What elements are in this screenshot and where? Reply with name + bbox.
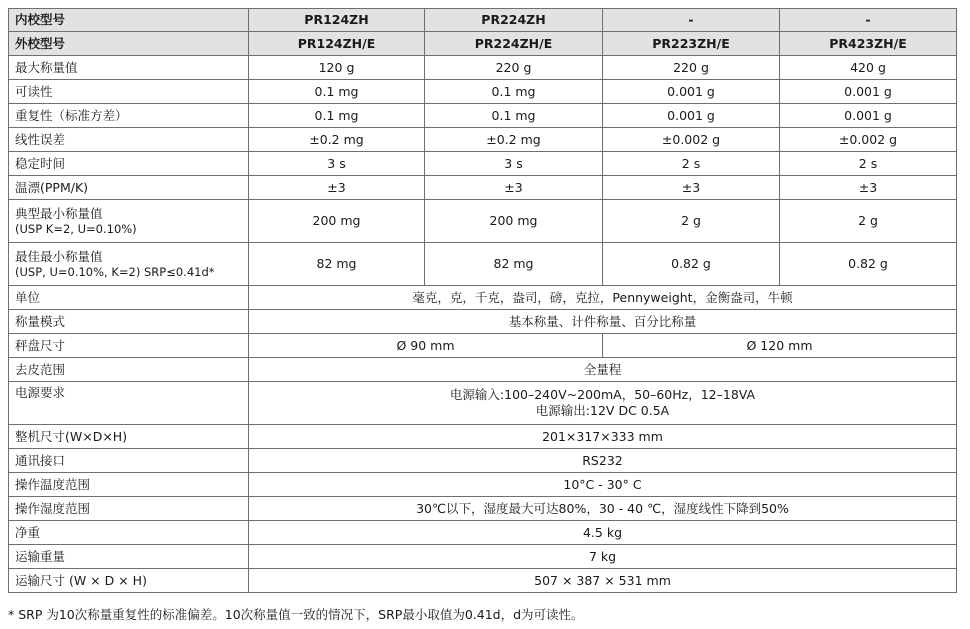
header-row-external-cal xyxy=(9,32,957,56)
spec-row-weighing-modes xyxy=(9,310,957,334)
row-label: 净重 xyxy=(9,521,249,545)
value-cell: 0.1 mg xyxy=(425,80,603,104)
value-cell: ±3 xyxy=(425,176,603,200)
power-cell xyxy=(249,382,957,425)
value-cell: 220 g xyxy=(425,56,603,80)
spec-table xyxy=(8,8,957,593)
value-cell: 毫克，克，千克，盎司，磅，克拉，Pennyweight，金衡盎司，牛顿 xyxy=(249,286,957,310)
value-cell: 3 s xyxy=(425,152,603,176)
value-cell: 420 g xyxy=(780,56,957,80)
row-label: 单位 xyxy=(9,286,249,310)
model-cell: PR423ZH/E xyxy=(780,32,957,56)
row-sublabel: (USP K=2, U=0.10%) xyxy=(15,222,137,236)
value-cell: 200 mg xyxy=(249,200,425,243)
spec-row-units xyxy=(9,286,957,310)
value-cell: 30℃以下，湿度最大可达80%，30 - 40 ℃，湿度线性下降到50% xyxy=(249,497,957,521)
value-cell: 4.5 kg xyxy=(249,521,957,545)
header-row-internal-cal xyxy=(9,9,957,32)
spec-row-net-weight xyxy=(9,521,957,545)
value-cell: 120 g xyxy=(249,56,425,80)
spec-row-stabilization-time xyxy=(9,152,957,176)
value-cell: Ø 120 mm xyxy=(603,334,957,358)
value-cell: 0.001 g xyxy=(603,104,780,128)
model-cell: PR224ZH xyxy=(425,9,603,32)
spec-row-repeatability xyxy=(9,104,957,128)
value-cell: ±3 xyxy=(780,176,957,200)
value-cell: 0.1 mg xyxy=(249,80,425,104)
value-cell: 201×317×333 mm xyxy=(249,425,957,449)
value-cell: 0.001 g xyxy=(780,104,957,128)
value-cell: ±3 xyxy=(603,176,780,200)
model-cell: PR224ZH/E xyxy=(425,32,603,56)
spec-row-typical-min-weight xyxy=(9,200,957,243)
value-cell: 2 s xyxy=(780,152,957,176)
row-label: 线性误差 xyxy=(9,128,249,152)
model-cell: - xyxy=(780,9,957,32)
spec-row-interface xyxy=(9,449,957,473)
row-label: 秤盘尺寸 xyxy=(9,334,249,358)
value-cell: 220 g xyxy=(603,56,780,80)
value-cell: Ø 90 mm xyxy=(249,334,603,358)
row-label-block xyxy=(9,200,249,243)
spec-row-shipping-dimensions xyxy=(9,569,957,593)
spec-row-shipping-weight xyxy=(9,545,957,569)
value-cell: 全量程 xyxy=(249,358,957,382)
model-cell: PR223ZH/E xyxy=(603,32,780,56)
footnote: * SRP 为10次称量重复性的标准偏差。10次称量值一致的情况下，SRP最小取值为0.41d，d为可读性。 xyxy=(8,607,584,622)
row-label: 去皮范围 xyxy=(9,358,249,382)
row-label: 最佳最小称量值 xyxy=(15,249,103,264)
spec-row-temperature-drift xyxy=(9,176,957,200)
value-cell: 0.001 g xyxy=(780,80,957,104)
row-label: 内校型号 xyxy=(9,9,249,32)
spec-row-readability xyxy=(9,80,957,104)
value-cell: 507 × 387 × 531 mm xyxy=(249,569,957,593)
value-cell: 基本称量、计件称量、百分比称量 xyxy=(249,310,957,334)
value-cell: 82 mg xyxy=(425,243,603,286)
value-cell: ±3 xyxy=(249,176,425,200)
power-output: 电源输出:12V DC 0.5A xyxy=(535,403,670,418)
value-cell: 0.001 g xyxy=(603,80,780,104)
row-label: 典型最小称量值 xyxy=(15,206,103,221)
row-label-block xyxy=(9,243,249,286)
row-label: 运输重量 xyxy=(9,545,249,569)
row-sublabel: (USP, U=0.10%, K=2) SRP≤0.41d* xyxy=(15,265,215,279)
row-label: 操作温度范围 xyxy=(9,473,249,497)
row-label: 外校型号 xyxy=(9,32,249,56)
value-cell: ±0.2 mg xyxy=(425,128,603,152)
row-label: 最大称量值 xyxy=(9,56,249,80)
spec-row-best-min-weight xyxy=(9,243,957,286)
spec-row-pan-size xyxy=(9,334,957,358)
model-cell: PR124ZH/E xyxy=(249,32,425,56)
value-cell: 2 s xyxy=(603,152,780,176)
spec-row-power xyxy=(9,382,957,425)
spec-row-tare-range xyxy=(9,358,957,382)
power-input: 电源输入:100–240V~200mA，50–60Hz，12–18VA xyxy=(449,387,756,402)
value-cell: 0.82 g xyxy=(780,243,957,286)
value-cell: ±0.002 g xyxy=(780,128,957,152)
model-cell: PR124ZH xyxy=(249,9,425,32)
spec-row-max-capacity xyxy=(9,56,957,80)
spec-row-linearity xyxy=(9,128,957,152)
row-label: 称量模式 xyxy=(9,310,249,334)
value-cell: ±0.002 g xyxy=(603,128,780,152)
value-cell: 2 g xyxy=(780,200,957,243)
row-label: 可读性 xyxy=(9,80,249,104)
row-label: 稳定时间 xyxy=(9,152,249,176)
spec-row-operating-humidity xyxy=(9,497,957,521)
spec-row-dimensions xyxy=(9,425,957,449)
row-label: 操作湿度范围 xyxy=(9,497,249,521)
value-cell: 82 mg xyxy=(249,243,425,286)
row-label: 电源要求 xyxy=(9,382,249,425)
row-label: 运输尺寸 (W × D × H) xyxy=(9,569,249,593)
row-label: 通讯接口 xyxy=(9,449,249,473)
row-label: 温漂(PPM/K) xyxy=(9,176,249,200)
value-cell: 7 kg xyxy=(249,545,957,569)
value-cell: RS232 xyxy=(249,449,957,473)
spec-row-operating-temperature xyxy=(9,473,957,497)
value-cell: 0.82 g xyxy=(603,243,780,286)
value-cell: 0.1 mg xyxy=(425,104,603,128)
spec-sheet xyxy=(8,8,956,593)
model-cell: - xyxy=(603,9,780,32)
value-cell: 10°C - 30° C xyxy=(249,473,957,497)
value-cell: 200 mg xyxy=(425,200,603,243)
value-cell: ±0.2 mg xyxy=(249,128,425,152)
value-cell: 2 g xyxy=(603,200,780,243)
value-cell: 0.1 mg xyxy=(249,104,425,128)
value-cell: 3 s xyxy=(249,152,425,176)
row-label: 整机尺寸(W×D×H) xyxy=(9,425,249,449)
row-label: 重复性（标准方差） xyxy=(9,104,249,128)
